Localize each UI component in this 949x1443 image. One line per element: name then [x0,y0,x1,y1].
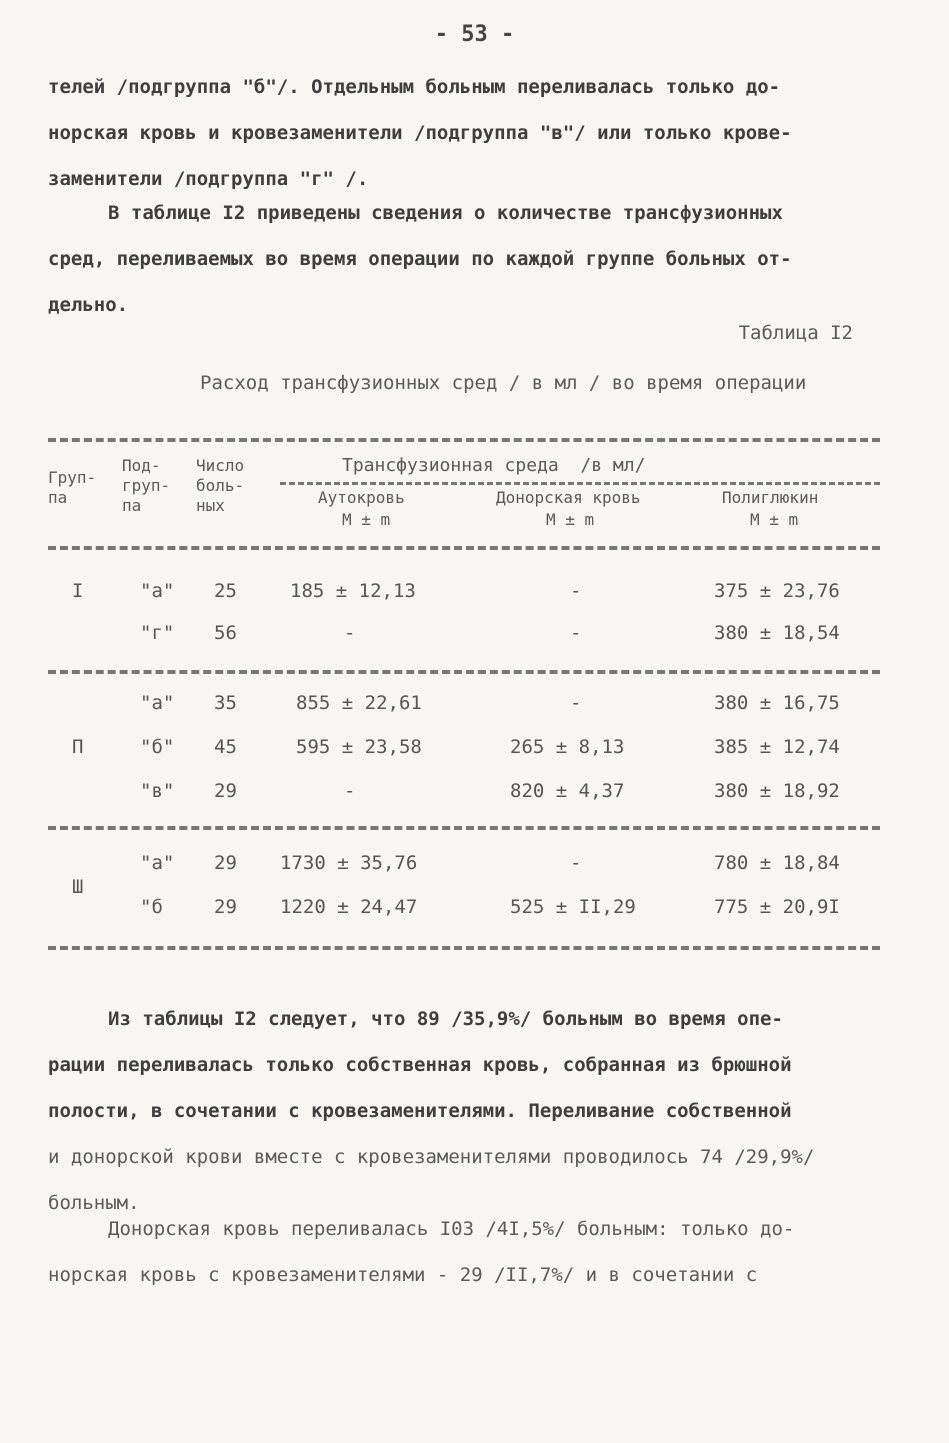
cell-subgroup: "а" [140,580,175,602]
header-autoblood: Аутокровь [318,488,405,507]
table-rule [48,946,880,950]
cell-subgroup: "г" [140,622,175,644]
header-subgroup: Под- груп- па [122,456,171,515]
cell-group: Ш [72,876,84,898]
text-line: Донорская кровь переливалась I03 /4I,5%/ больным: только до- [108,1218,795,1240]
header-donor: Донорская кровь [496,488,641,507]
cell-donor: 525 ± II,29 [510,896,636,918]
cell-count: 29 [214,852,237,874]
cell-subgroup: "а" [140,692,175,714]
header-count: Число боль- ных [196,456,245,515]
cell-autoblood: - [344,780,356,802]
cell-autoblood: 595 ± 23,58 [296,736,422,758]
cell-donor: - [570,692,582,714]
cell-polyglukin: 380 ± 16,75 [714,692,840,714]
cell-polyglukin: 375 ± 23,76 [714,580,840,602]
cell-subgroup: "в" [140,780,175,802]
cell-subgroup: "б" [140,736,175,758]
text-line: В таблице I2 приведены сведения о количестве трансфузионных [108,202,783,224]
header-polyglukin: Полиглюкин [722,488,819,507]
table-rule [48,438,880,442]
cell-donor: - [570,622,582,644]
cell-donor: 265 ± 8,13 [510,736,625,758]
cell-autoblood: 1220 ± 24,47 [280,896,418,918]
cell-donor: - [570,580,582,602]
header-subrule [280,482,880,485]
table-rule [48,670,880,674]
cell-subgroup: "а" [140,852,175,874]
cell-autoblood: - [344,622,356,644]
text-line: дельно. [48,294,129,316]
text-line: норская кровь и кровезаменители /подгруппа "в"/ или только крове- [48,122,792,144]
cell-count: 29 [214,780,237,802]
cell-count: 45 [214,736,237,758]
cell-autoblood: 1730 ± 35,76 [280,852,418,874]
text-line: заменители /подгруппа "г" /. [48,168,369,190]
cell-count: 56 [214,622,237,644]
header-medium: Трансфузионная среда /в мл/ [342,455,646,476]
header-stat: M ± m [750,510,799,529]
cell-polyglukin: 380 ± 18,92 [714,780,840,802]
cell-autoblood: 185 ± 12,13 [290,580,416,602]
paragraph-conclusion [48,996,878,1226]
cell-autoblood: 855 ± 22,61 [296,692,422,714]
table-label: Таблица I2 [738,322,853,344]
header-group: Груп- па [48,468,97,507]
header-stat: M ± m [342,510,391,529]
cell-subgroup: "б [140,896,163,918]
paragraph-table-intro [48,190,878,328]
cell-donor: 820 ± 4,37 [510,780,625,802]
text-line: норская кровь с кровезаменителями - 29 /II,7%/ и в сочетании с [48,1264,758,1286]
table-rule [48,826,880,830]
cell-polyglukin: 380 ± 18,54 [714,622,840,644]
cell-group: I [72,580,84,602]
cell-polyglukin: 780 ± 18,84 [714,852,840,874]
text-line: рации переливалась только собственная кровь, собранная из брюшной [48,1054,792,1076]
cell-count: 29 [214,896,237,918]
text-line: телей /подгруппа "б"/. Отдельным больным переливалась только до- [48,76,781,98]
cell-donor: - [570,852,582,874]
table-rule [48,546,880,550]
cell-polyglukin: 385 ± 12,74 [714,736,840,758]
text-line: полости, в сочетании с кровезаменителями. Переливание собственной [48,1100,792,1122]
table-title: Расход трансфузионных сред / в мл / во время операции [200,372,807,394]
paragraph-donor-blood [48,1206,878,1298]
cell-group: П [72,736,84,758]
text-line: Из таблицы I2 следует, что 89 /35,9%/ больным во время опе- [108,1008,783,1030]
cell-polyglukin: 775 ± 20,9I [714,896,840,918]
cell-count: 35 [214,692,237,714]
text-line: сред, переливаемых во время операции по каждой группе больных от- [48,248,792,270]
text-line: больным. [48,1192,140,1214]
page-number: - 53 - [434,22,515,47]
header-stat: M ± m [546,510,595,529]
intro-paragraph [48,64,878,202]
text-line: и донорской крови вместе с кровезаменителями проводилось 74 /29,9%/ [48,1146,815,1168]
cell-count: 25 [214,580,237,602]
